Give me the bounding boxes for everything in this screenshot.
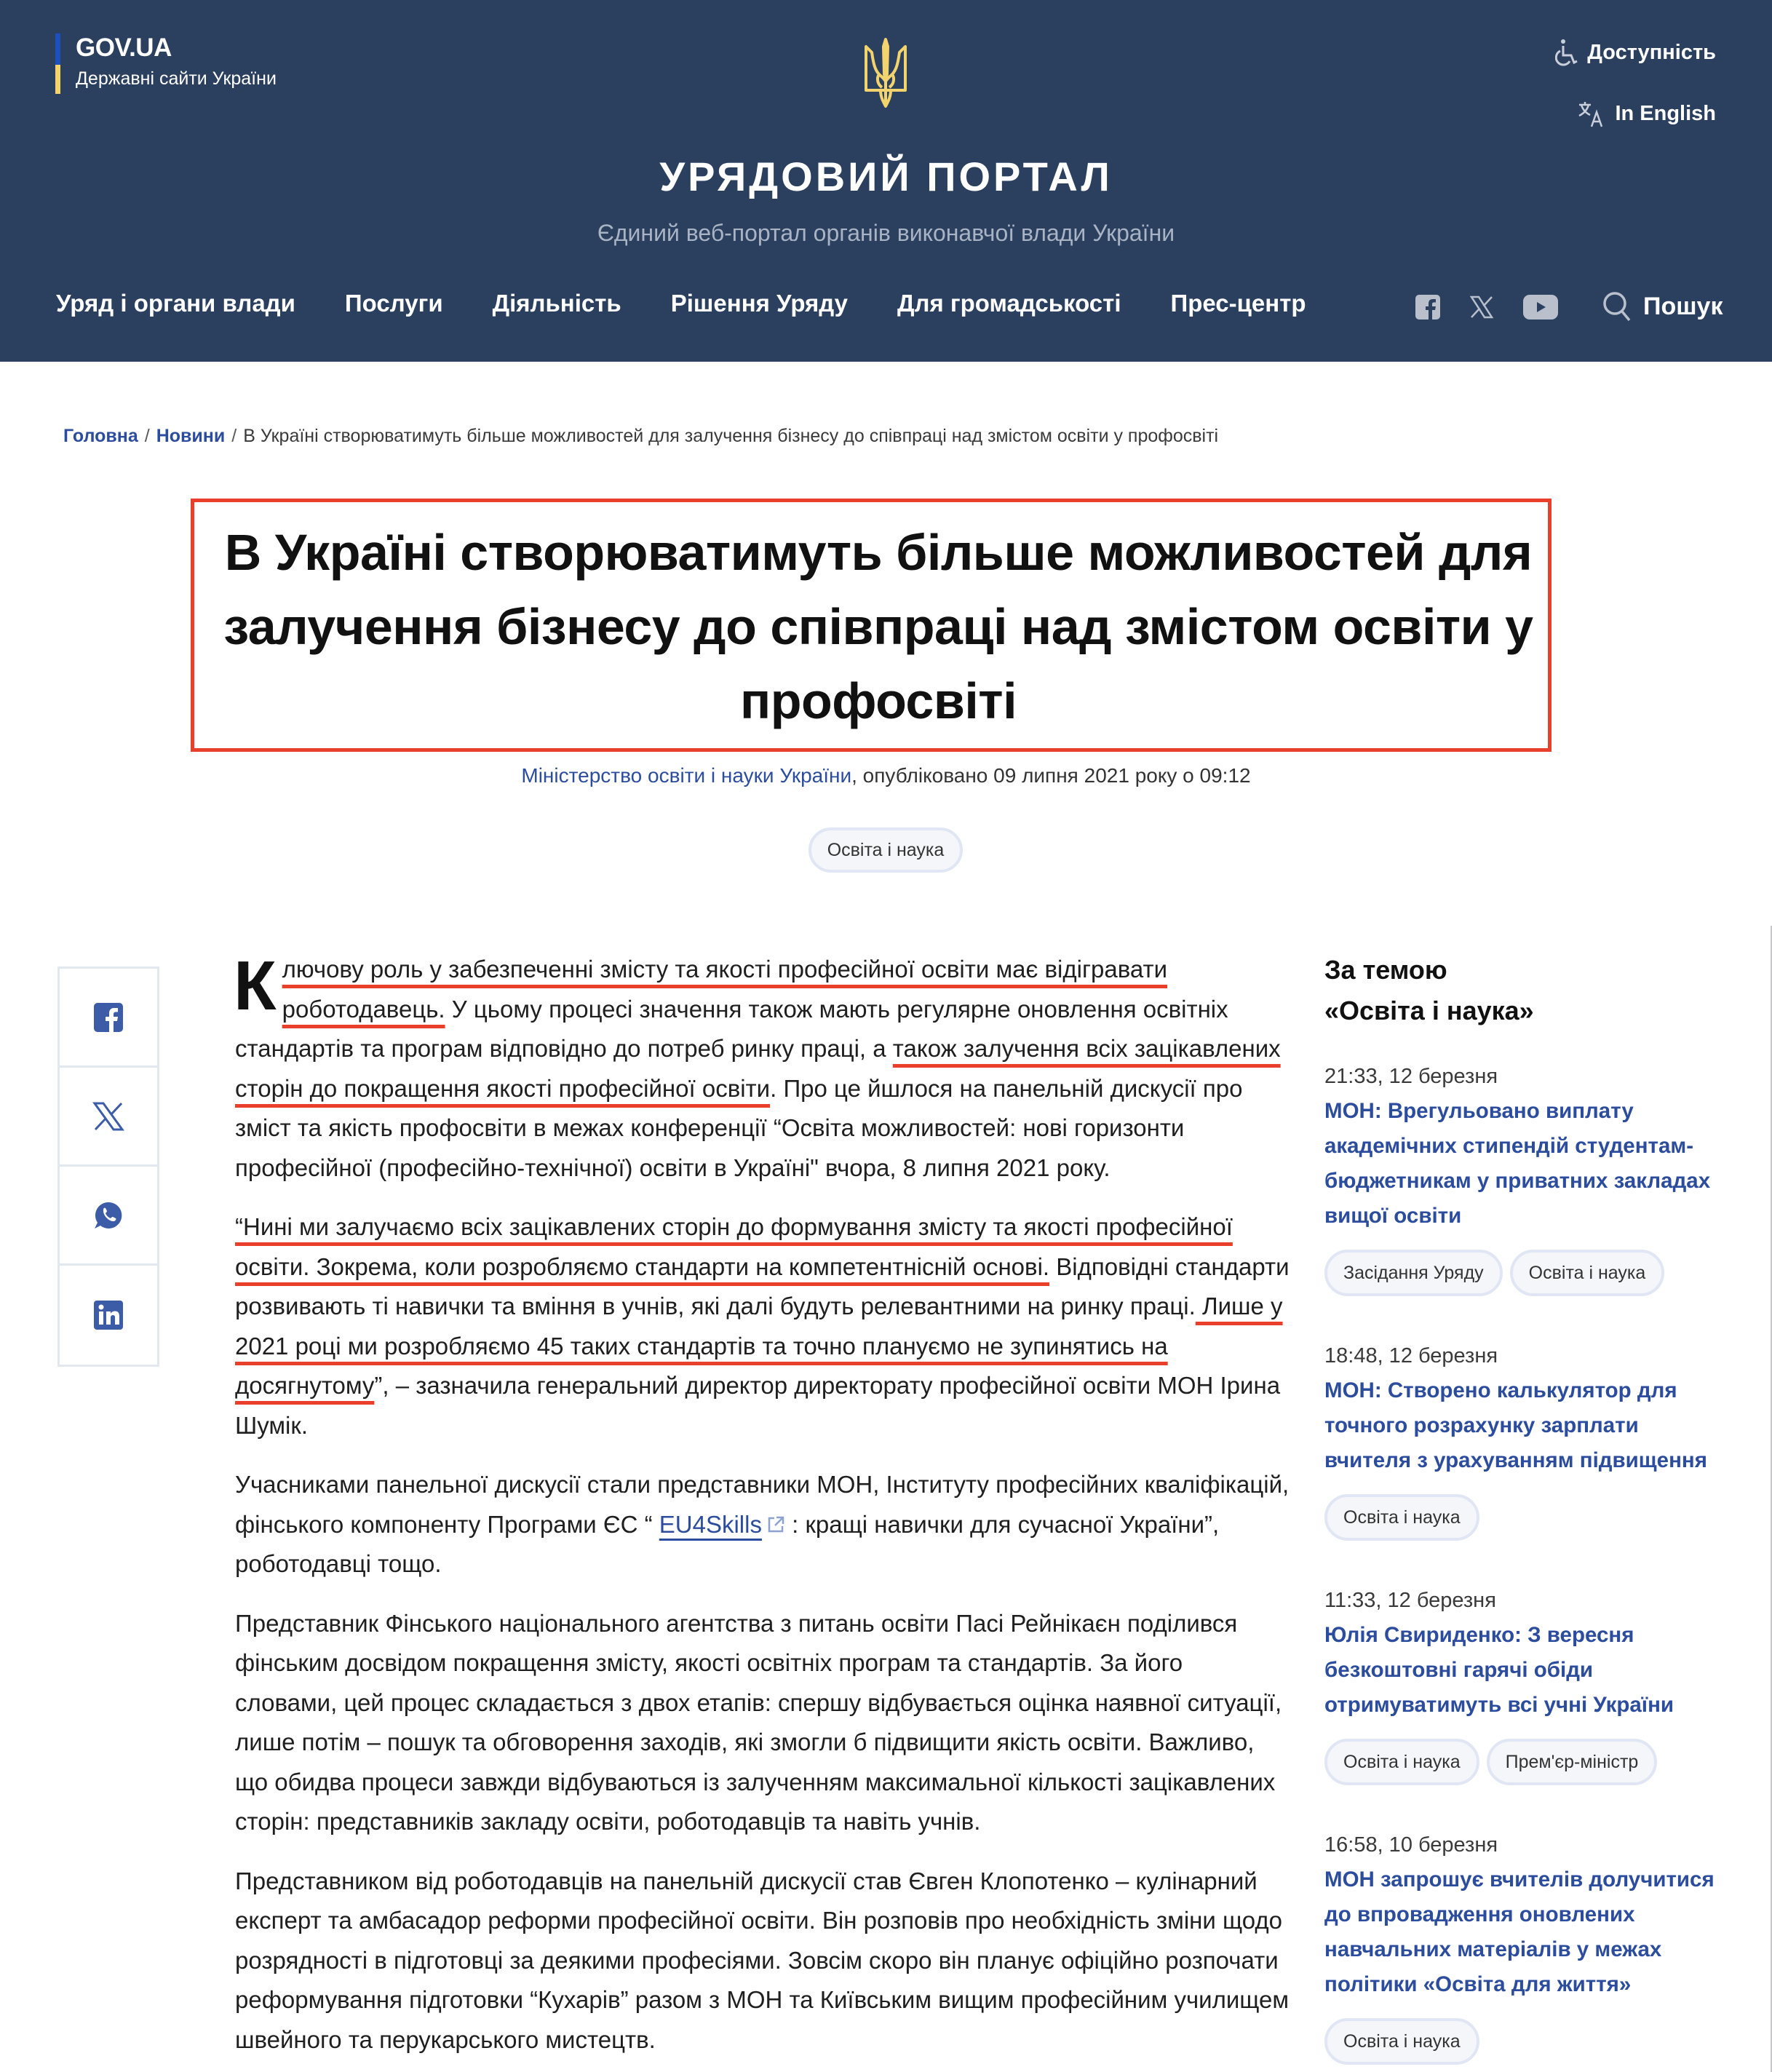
youtube-icon[interactable] [1523,295,1558,323]
search-icon [1602,291,1632,322]
news-item [1324,1062,1717,1296]
breadcrumb-home[interactable]: Головна [63,426,138,446]
language-switch[interactable] [1555,93,1716,134]
article-meta [0,764,1772,787]
language-label: In English [1615,101,1716,125]
title-highlight-box [191,499,1552,752]
wheelchair-icon [1555,38,1578,67]
flag-bar-yellow [55,65,60,94]
news-title-link[interactable]: МОН: Створено калькулятор для точного розрахунку зарплати вчителя з урахуванням підвищення [1324,1378,1707,1472]
main-nav [56,290,1356,317]
sidebar-heading [1324,950,1717,1031]
nav-decisions[interactable]: Рішення Уряду [670,290,848,317]
publish-date: , опубліковано 09 липня 2021 року о 09:12 [851,764,1251,787]
linkedin-share-button[interactable] [60,1266,157,1365]
page-title: В Україні створюватимуть більше можливостей для залучення бізнесу до співпраці над змістом освіти у профосвіті [223,524,1533,729]
paragraph-1 [234,947,1290,1188]
paragraph-4: Представник Фінського національного агентства з питань освіти Пасі Рейнікаєн поділився фінським досвідом покращення змісту, якості освітніх програм та стандартів. За його словами, цей процес складається з двох етапів: спершу відбувається оцінка наявної ситуації, лише потім – пошук та обговорення заходів, які змогли б підвищити якість освіти. Важливо, що обидва процеси завжди відбуваються із залученням максимальної кількості зацікавлених сторін: представників закладу освіти, роботодавців та навіть учнів. [235,1609,1282,1835]
paragraph-text: . Про це йшлося на панельній дискусії про зміст та якість профосвіти в межах конференції “Освіта можливостей: нові горизонти професійної (професійно-технічної) освіти в Україні" вчора, 8 липня 2021 року. [235,1074,1243,1181]
gov-ua-title: GOV.UA [76,33,172,62]
whatsapp-icon [94,1201,123,1230]
paragraph-text: Відповідні стандарти розвивають ті навички та вміння в учнів, які далі будуть релевантними на ринку праці. [235,1253,1290,1319]
breadcrumb-separator: / [231,426,237,446]
news-tag[interactable]: Освіта і наука [1510,1250,1665,1296]
news-item [1324,1586,1717,1785]
site-header [0,0,1772,362]
sidebar-heading-line2: «Освіта і наука» [1324,996,1534,1025]
paragraph-text: Учасниками панельної дискусії стали представники МОН, Інституту професійних кваліфікацій, фінського компоненту Програми ЄС “ [235,1471,1290,1538]
nav-government[interactable]: Уряд і органи влади [56,290,295,317]
breadcrumb-news[interactable]: Новини [156,426,226,446]
facebook-icon[interactable] [1415,295,1440,323]
news-item [1324,1830,1717,2065]
paragraph-2 [235,1207,1290,1445]
whatsapp-share-button[interactable] [60,1167,157,1266]
translate-icon [1577,99,1606,128]
news-time: 18:48, 12 березня [1324,1344,1498,1368]
news-tag[interactable]: Засідання Уряду [1324,1250,1503,1296]
trident-logo-icon[interactable] [863,36,908,109]
news-item [1324,1341,1717,1541]
x-icon [92,1102,124,1131]
highlighted-text: лючову роль у забезпеченні змісту та якості професійної освіти має відігравати роботодавець. [282,956,1168,1023]
news-time: 16:58, 10 березня [1324,1833,1498,1857]
news-tag[interactable]: Прем'єр-міністр [1487,1739,1658,1785]
sidebar-heading-line1: За темою [1324,955,1447,985]
flag-bar-blue [55,33,60,65]
accessibility-link[interactable] [1555,32,1716,73]
breadcrumb-separator: / [144,426,150,446]
facebook-icon [94,1003,123,1032]
paragraph-text: У цьому процесі значення також мають регулярне оновлення освітніх стандартів та програм відповідно до потреб ринку праці, а [235,995,1228,1062]
nav-public[interactable]: Для громадськості [897,290,1121,317]
news-tag[interactable]: Освіта і наука [1324,1739,1479,1785]
highlighted-quote: Лише у 2021 році ми розробляємо 45 таких стандартів та точно плануємо не зупинятись на досягнутому [235,1293,1283,1399]
utility-links [1555,32,1716,154]
paragraph-5: Представником від роботодавців на панельній дискусії став Євген Клопотенко – кулінарний експерт та амбасадор реформи професійної освіти. Він розповів про необхідність зміни щодо розрядності в підготовці за деякими професіями. Зовсім скоро він планує офіційно розпочати реформування підготовки “Кухарів” разом з МОН та Київським вищим професійним училищем швейного та перукарського мистецтв. [235,1867,1290,2053]
paragraph-text: ”, – зазначила генеральний директор директорату професійної освіти МОН Ірина Шумік. [235,1372,1281,1439]
eu4skills-link[interactable]: EU4Skills [659,1510,762,1538]
news-time: 11:33, 12 березня [1324,1589,1496,1612]
related-news-sidebar [1324,950,1717,2072]
topic-tag[interactable]: Освіта і наука [808,827,963,873]
social-links [1415,295,1558,323]
nav-activity[interactable]: Діяльність [492,290,621,317]
x-icon[interactable] [1469,295,1494,323]
news-tag[interactable]: Освіта і наука [1324,1494,1479,1541]
search-button[interactable] [1602,291,1723,322]
nav-press-center[interactable]: Прес-центр [1170,290,1306,317]
highlighted-quote: “Нині ми залучаємо всіх зацікавлених сторін до формування змісту та якості професійної освіти. Зокрема, коли розробляємо стандарти на компетентнісній основі. [235,1213,1233,1280]
breadcrumb-current: В Україні створюватимуть більше можливостей для залучення бізнесу до співпраці над змістом освіти у профосвіті [243,426,1219,446]
paragraph-text: : кращі навички для сучасної України”, роботодавці тощо. [235,1510,1220,1577]
accessibility-label: Доступність [1587,40,1716,64]
search-label: Пошук [1643,292,1723,320]
external-link-icon [766,1515,785,1534]
facebook-share-button[interactable] [60,969,157,1068]
news-tag[interactable]: Освіта і наука [1324,2018,1479,2065]
x-share-button[interactable] [60,1068,157,1167]
paragraph-3 [235,1465,1290,1584]
source-link[interactable]: Міністерство освіти і науки України [521,764,852,787]
news-title-link[interactable]: Юлія Свириденко: З вересня безкоштовні гарячі обіди отримуватимуть всі учні України [1324,1623,1674,1717]
news-title-link[interactable]: МОН запрошує вчителів долучитися до впровадження оновлених навчальних матеріалів у межах політики «Освіта для життя» [1324,1867,1715,1996]
article-body [234,947,1290,2072]
nav-services[interactable]: Послуги [344,290,443,317]
news-time: 21:33, 12 березня [1324,1065,1498,1088]
portal-title: УРЯДОВИЙ ПОРТАЛ [659,154,1113,199]
gov-ua-link[interactable] [55,33,277,96]
portal-subtitle: Єдиний веб-портал органів виконавчої влади України [597,220,1175,246]
share-panel [57,966,159,1367]
breadcrumb [63,426,1218,447]
gov-ua-subtitle: Державні сайти України [76,68,277,89]
news-title-link[interactable]: МОН: Врегульовано виплату академічних стипендій студентам-бюджетникам у приватних закладах вищої освіти [1324,1099,1711,1228]
highlighted-text: також залучення всіх зацікавлених сторін до покращення якості професійної освіти [235,1035,1281,1102]
linkedin-icon [94,1301,123,1330]
drop-cap: К [234,947,277,1025]
